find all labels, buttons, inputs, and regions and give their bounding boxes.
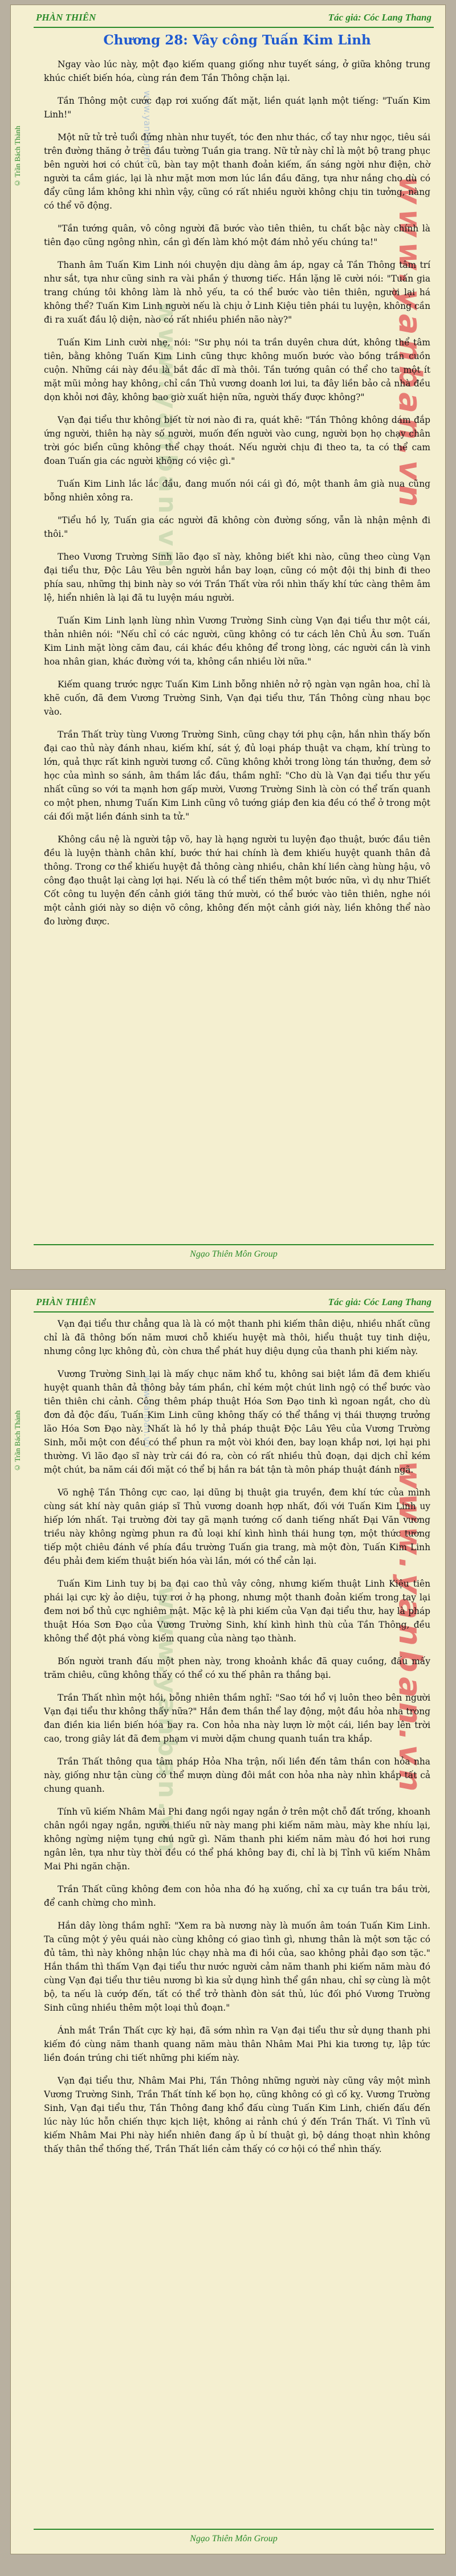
header-author: Tác giả: Cóc Lang Thang bbox=[328, 1297, 431, 1307]
watermark-vertical: www.yanban.vn bbox=[392, 1461, 428, 1796]
header-book-title: PHÀN THIÊN bbox=[36, 1297, 96, 1307]
paragraph: Một nữ tử trẻ tuổi đứng nhàn như tuyết, tóc đen như thác, cổ tay như ngọc, tiêu sái trên đường thăng ở trên đầu tường Tuần gia trang. Nữ tử này chỉ là một bộ trang phục bên người hơi có chút cũ, bàn tay một thanh đoản kiếm, ấn sáng ngời như điện, chờ người ta cầm giác, lại là như mặt mơn mơn lúc lần đầu đăng, tựa như nắng cho dù có đẩy cũng lắm không khi nhìn vậy, cũng có rất nhiều người không chịu tin tưởng, nàng có thể võ động. bbox=[44, 132, 430, 211]
paragraph: Tính vũ kiếm Nhâm Mai Phi đang ngồi ngay ngắn ở trên một chỗ đất trống, khoanh chân ngồi ngay ngắn, người thiếu nữ này mang phi kiếm năm màu, mày khe nhíu lại, không ngừng niệm tụng chú ngữ gì. Năm thanh phi kiếm năm màu đó hơi hơi rung ngân lên, tựa như tùy thời đều có thể phá không bay đi, chỉ là bị Tỉnh vũ kiếm Nhâm Mai Phi ngăn chặn. bbox=[44, 1807, 430, 1872]
paragraph: Tuấn Kim Linh tuy bị ba đại cao thủ vây công, nhưng kiếm thuật Linh Kiệu tiên phái lại cực kỳ ảo diệu, tuy rơi ở hạ phong, nhưng một thanh đoản kiếm trong tay lại đem nơi bổ thủ cực nghiêm mật. Mặc kệ là phi kiếm của Vạn đại tiểu thư, hay là pháp thuật Hóa Sơn Đạo của Vương Trường Sinh, khí kình hình thù của Tần Thông, đều không thể đột phá vòng kiếm quang của nàng tạo thành. bbox=[44, 1579, 430, 1644]
paragraph: Tuấn Kim Linh lắc lắc đầu, đang muốn nói cái gì đó, một thanh âm già nua cũng bỗng nhiên xông ra. bbox=[44, 479, 430, 503]
paragraph: Ánh mắt Trần Thất cực kỳ hại, đã sớm nhìn ra Vạn đại tiểu thư sử dụng thanh phi kiếm đó cùng năm thanh quang năm màu thân Nhâm Mai Phi kia tương tự, lập tức liền đoán trúng chi tiết những phi kiếm này. bbox=[44, 2025, 430, 2063]
paragraph: Thanh âm Tuấn Kim Linh nói chuyện dịu dàng âm áp, ngay cả Tần Thông tâm trí như sắt, tựa như cũng sinh ra vài phần ý thương tiếc. Hắn lặng lẽ cười nói: "Tuấn gia trang chúng tôi không làm là nhỏ yếu, ta có thể bước vào tiên thiên, người lại há không thể? Tuấn Kim Linh người nếu là chịu ở Linh Kiệu tiên phái tu luyện, không cần đi ra xuất đầu lộ diện, nào có rất nhiều phiền não này?" bbox=[44, 260, 430, 325]
paragraph: Bốn người tranh đấu một phen này, trong khoảnh khắc đã quay cuồng, đấu mấy trăm chiêu, cũng không thấy có thể có xu thế phân ra thắng bại. bbox=[44, 1656, 430, 1680]
paragraph: "Tiểu hồ ly, Tuấn gia các người đã không còn đường sống, vẫn là nhận mệnh đi thôi." bbox=[44, 515, 430, 539]
paragraph: Vương Trường Sinh lại là mấy chục năm khổ tu, không sai biệt lắm đã đem khiếu huyệt quanh thân đả thông bảy tám phần, chỉ kém một chút linh ngộ có thể bước vào tiên thiên chi cảnh. Công thêm pháp thuật Hóa Sơn Đạo tinh kì ngoan ngắt, cho dù đơn đả độc đấu, Tuấn Kim Linh cũng không thấy có thể thắng vị thái thượng trưởng lão Hóa Sơn Đạo này. Nhất là hồ ly thả pháp thuật Độc Lâu Yêu của Vương Trường Sinh, mỗi một con đều có thể phun ra một vòi khói đen, bay loạn khắp nơi, lợi hại phi thường. Vì lão đạo sĩ này trừ cái đó ra, còn có rất nhiều thủ đoạn, dại dịch chỉ kém một chút, ba năm cái đối mặt có thể bị hắn ra bát tận tà môn pháp thuật đánh ngã. bbox=[44, 1369, 430, 1475]
watermark-small: www.yanban.vn bbox=[142, 91, 153, 164]
page-footer: Ngạo Thiên Môn Group bbox=[34, 2529, 434, 2549]
paragraph: Trần Thất thông qua tâm pháp Hỏa Nha trận, nối liền đến tâm thần con hỏa nha này, giống như tận cùng có thể mượn dùng đôi mắt con hỏa nha này nhìn khắp tất cả chung quanh. bbox=[44, 1756, 430, 1794]
page-footer: Ngạo Thiên Môn Group bbox=[34, 1244, 434, 1265]
page-content bbox=[44, 32, 430, 938]
chapter-title: Chương 28: Vây công Tuấn Kim Linh bbox=[103, 32, 371, 48]
paragraph: "Tần tướng quân, vô công người đã bước vào tiên thiên, tu chất bậc này chính là tiên đạo cũng ngông nhìn, cần gì đến làm khó một đám nhỏ yếu chúng ta!" bbox=[44, 223, 430, 247]
paragraph: Tần Thông một cước đạp rơi xuống đất mặt, liền quát lạnh một tiếng: "Tuấn Kim Linh!" bbox=[44, 96, 430, 120]
page-content bbox=[44, 1317, 430, 2165]
watermark-center: www.yanban.vn bbox=[153, 1586, 182, 1856]
paragraph: Võ nghệ Tần Thông cực cao, lại dũng bị thuật gia truyền, đem khí tức của mình cùng sát khí này quân giáp sĩ Thủ vương doanh hợp nhất, đối với Tuấn Kim Linh uy hiếp lớn nhất. Tại trường đời tay gã mạnh tướng cố danh tiếng nhất Đại Văn vương triều này không ngừng phun ra đủ loại khí kình hình thái hung tợn, một thức tương tiếp một chiêu đánh về phía đầu trường Tuấn gia trang, mà một đòn, Tuấn Kim Linh đều phải đem kiếm thuật biến hóa vài lần, mới có thể cản lại. bbox=[44, 1487, 430, 1566]
paragraph: Tuấn Kim Linh lạnh lùng nhìn Vương Trường Sinh cùng Vạn đại tiểu thư một cái, thản nhiên nói: "Nếu chỉ có các người, cũng không có tư cách lên Chủ Âu sơn. Tuấn Kim Linh mặt lòng căm đau, cái khác đều không để trong lòng, các người cần là vinh hoa nhân gian, khác đường với ta, không cần nhiều lời nữa." bbox=[44, 616, 430, 667]
paragraph: Vạn đại tiểu thư chẳng qua là là có một thanh phi kiếm thân diệu, nhiều nhất cũng chỉ là đã thông bốn năm mươi chỗ khiếu huyệt mà thôi, hiểu thuật tuy tinh diệu, nhưng công lực không đủ, còn chưa thể phát huy diệu dụng của thanh phi kiếm này. bbox=[44, 1319, 430, 1356]
paragraph: Trần Thất trùy tùng Vương Trường Sinh, cũng chạy tới phụ cận, hắn nhìn thấy bốn đại cao thủ này đánh nhau, kiếm khí, sát ý, đủ loại pháp thuật va chạm, khí trùng to lớn, quả thực rất kinh người tương cổ. Cũng không khởi trong lòng tán thưởng, đem sở học của mình so sánh, âm thầm lắc đầu, thầm nghĩ: "Cho dù là Vạn đại tiểu thư yếu nhất cũng so với ta mạnh hơn gấp mười, Vương Trường Sinh là còn có thể trấn quanh co một phen, nhưng Tuấn Kim Linh cũng vô tướng giáp đen kia đều có thể ở trong một cái đối mặt liền đánh sinh ta tử." bbox=[44, 729, 430, 822]
side-copyright: © Trần Bách Thành bbox=[13, 125, 22, 188]
watermark-center: www.yanban.vn bbox=[153, 301, 182, 571]
watermark-small: www.yanban.vn bbox=[142, 1375, 153, 1448]
document-page-2 bbox=[10, 1289, 446, 2554]
paragraph: Ngay vào lúc này, một đạo kiếm quang giống như tuyết sáng, ở giữa không trung khúc chiết biến hóa, cùng rán đem Tần Thông chặn lại. bbox=[44, 59, 430, 83]
page-header bbox=[34, 1294, 434, 1313]
paragraph: Kiếm quang trước ngực Tuấn Kim Linh bỗng nhiên nở rộ ngàn vạn ngân hoa, chỉ là khẽ cuốn, đã đem Vương Trường Sinh, Vạn đại tiểu thư, Tần Thông cùng nhau bọc vào. bbox=[44, 679, 430, 717]
paragraph: Tuấn Kim Linh cười nhẹ, nói: "Sư phụ nói ta trần duyên chưa dứt, không thể tâm tiên, bằng không Tuấn Kim Linh cũng thực không muốn bước vào bồng trần cuồn cuộn. Những cái này đều là bắt đắc dĩ mà thôi. Tần tướng quân có thể cho ta một ít mặt mũi mỏng hay không, chỉ cần Thủ vương doanh lơi lui, ta đây liền bảo cả nhà đều dọn khỏi nơi đây, không bao giờ xuất hiện nữa, người thấy được không?" bbox=[44, 337, 430, 402]
paragraph: Theo Vương Trường Sinh lão đạo sĩ này, không biết khi nào, cũng theo cùng Vạn đại tiểu thư, Độc Lâu Yêu bên người hắn bay loạn, cũng có một đội thị binh đi theo phía sau, những thị binh này so với Trần Thất vừa rồi nhìn thấy khí tức càng thêm âm lệ, hiển nhiên là lại đã tu luyện máu người. bbox=[44, 552, 430, 603]
paragraph: Vạn đại tiểu thư không biết từ nơi nào đi ra, quát khẽ: "Tần Thông không dám đắp ứng người, thiên hạ này số người, muốn đến người vào cung, người bọn họ chạy chân trời góc biển cũng không thể chạy thoát. Nếu người chịu đi theo ta, ta có thể cam đoan Tuấn gia các người không có việc gì." bbox=[44, 415, 430, 466]
watermark-vertical: www.yanban.vn bbox=[392, 176, 428, 512]
paragraph: Vạn đại tiểu thư, Nhâm Mai Phi, Tần Thông những người này cũng vây một mình Vương Trường Sinh, Trần Thất tính kế bọn họ, cũng không có gì cố kỵ. Vương Trường Sinh, Vạn đại tiểu thư, Tần Thông đang khổ đấu cùng Tuấn Kim Linh, chiến đấu đến lúc này lúc hỗn chiến thực kịch liệt, không ai rảnh chú ý đến Trần Thất. Vì Tỉnh vũ kiếm Nhâm Mai Phi này hiển nhiên đang ấp ủ bí thuật gì, bộ dáng thoạt nhìn không thấy thân thể thống thế, Trần Thất liền cảm thấy có cơ hội có thể nhìn thấy. bbox=[44, 2076, 430, 2154]
header-author: Tác giả: Cóc Lang Thang bbox=[328, 12, 431, 23]
header-book-title: PHÀN THIÊN bbox=[36, 12, 96, 23]
document-page-1 bbox=[10, 5, 446, 1270]
side-copyright: © Trần Bách Thành bbox=[13, 1410, 22, 1472]
paragraph: Hắn dây lòng thầm nghĩ: "Xem ra bà nương này là muốn âm toán Tuấn Kim Linh. Ta cũng một ý yêu quái nào cùng không có giao tình gì, nhưng thân là một sơn tặc có đủ tâm, thì này không nhận lúc chạy nhà ma đi hồi của, sao không phải đạo sơn tặc." Hắn thầm thì thấm Vạn đại tiểu thư nước người cảm năm thanh phi kiếm năm màu đó cùng Vạn đại tiểu thư tiêu nương bì kia sử dụng hình thể gần nhau, chỉ sợ cùng là một bộ, ta nếu là cướp đến, tất có thể trở thành đòn sát thủ, lúc đối phó Vương Trường Sinh cũng nhiều thêm một loại thủ đoạn." bbox=[44, 1921, 430, 2013]
paragraph: Trần Thất cũng không đem con hỏa nha đó hạ xuống, chỉ xa cự tuần tra bầu trời, để canh chừng cho mình. bbox=[44, 1884, 430, 1908]
page-header bbox=[34, 10, 434, 28]
paragraph: Không cầu nệ là người tập võ, hay là hạng người tu luyện đạo thuật, bước đầu tiên đều là luyện thành chân khí, bước thứ hai chính là đem khiếu huyệt quanh thân đả thông. Trong cơ thể khiếu huyệt đả thông càng nhiều, chân khí liền càng hùng hậu, vô công đạo thuật lại càng lợi hại. Nếu là có thể tiến thêm một bước nữa, vì dụ như Thiết Cốt công tu luyện đến cảnh giới tăng thứ mười, có thể bước vào tiên thiên, nghe nói một cảnh giới này so diện võ công, không đến một cảnh giới này, liền không thể nào đo lường được. bbox=[44, 834, 430, 927]
paragraph: Trần Thất nhìn một hồi, bỗng nhiên thầm nghĩ: "Sao tới hổ vị luôn theo bên người Vạn đại tiểu thư không thấy nữa?" Hắn đem thần thể lay động, một đầu hỏa nha trong đan điền kia liền biến hóa bay ra. Con hỏa nha này lượn lờ một cái, liền bay lên trời cao, trong giây lát đã đem phạm vi mười dặm chung quanh tuần tra khắp. bbox=[44, 1693, 430, 1744]
